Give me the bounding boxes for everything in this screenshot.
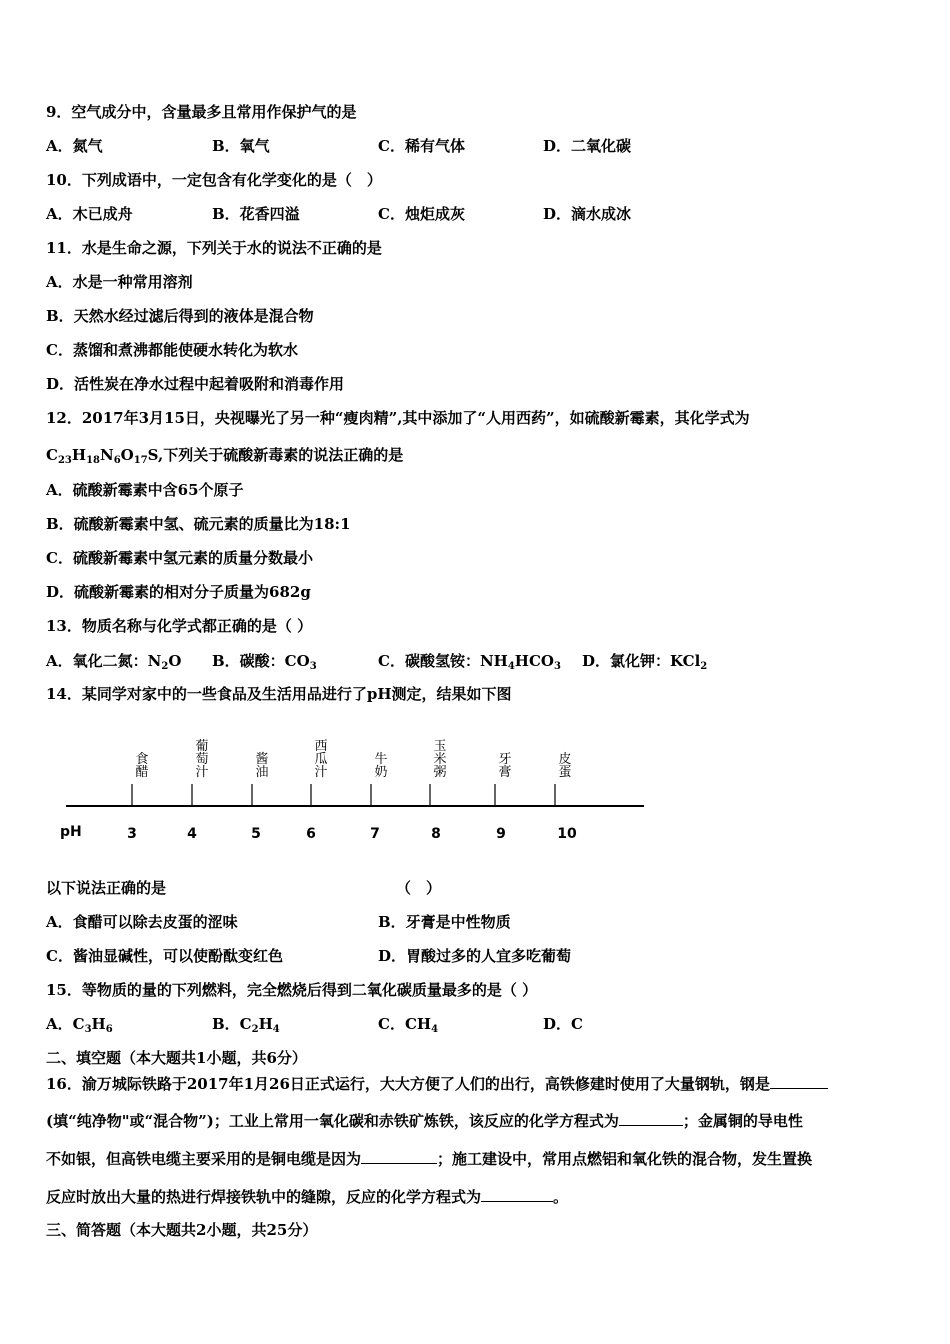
- q9-option-d: D．二氧化碳: [543, 137, 632, 155]
- ph-item-label-char: 萄: [195, 752, 209, 767]
- q10-option-d: D．滴水成冰: [543, 205, 632, 223]
- ph-chart: [0, 720, 700, 850]
- q16-line4: 反应时放出大量的热进行焊接铁轨中的缝隙，反应的化学方程式为 。: [46, 1188, 569, 1206]
- q12-option-c: C．硫酸新霉素中氢元素的质量分数最小: [46, 549, 313, 567]
- q16-line3: 不如银，但高铁电缆主要采用的是铜电缆是因为 ；施工建设中，常用点燃铝和氧化铁的混合物，发生置换: [46, 1150, 813, 1168]
- q14-option-d: D．胃酸过多的人宜多吃葡萄: [378, 947, 572, 965]
- ph-item-label-char: 牛: [374, 752, 388, 767]
- formula-n-sub: 6: [113, 455, 121, 466]
- ph-item-label-char: 食: [135, 752, 149, 767]
- answer-blank-1[interactable]: [770, 1074, 828, 1089]
- q10-option-a: A．木已成舟: [46, 205, 133, 223]
- q12-stem-line2: [46, 445, 403, 465]
- ph-item-label-char: 米: [433, 752, 447, 767]
- q10-option-c: C．烛炬成灰: [378, 205, 465, 223]
- formula-n: N: [99, 446, 114, 464]
- ph-tick-label: 8: [431, 826, 441, 842]
- ph-item-label-char: 蛋: [558, 765, 572, 780]
- q9-option-b: B．氧气: [212, 137, 270, 155]
- q15-option-a: A．$C_3H_6$: [46, 1015, 113, 1035]
- q9-option-c: C．稀有气体: [378, 137, 465, 155]
- formula-s: S: [147, 446, 158, 464]
- q12-option-d: D．硫酸新霉素的相对分子质量为682g: [46, 583, 311, 601]
- q10-option-b: B．花香四溢: [212, 205, 300, 223]
- ph-tick-label: 4: [187, 826, 197, 842]
- q12-stem-rest: ,下列关于硫酸新毒素的说法正确的是: [157, 446, 404, 464]
- answer-blank-2[interactable]: [619, 1111, 683, 1126]
- q13-option-b: B．碳酸：$CO_3$: [212, 652, 317, 672]
- formula-h-sub: 18: [86, 455, 100, 466]
- q9-stem: 9．空气成分中，含量最多且常用作保护气的是: [46, 103, 357, 121]
- q15-option-c: C．$CH_4$: [378, 1015, 439, 1035]
- answer-blank-3[interactable]: [361, 1149, 437, 1164]
- q16-line1: 16．渝万城际铁路于2017年1月26日正式运行，大大方便了人们的出行，高铁修建时使用了大量钢轨，钢是: [46, 1074, 828, 1094]
- q14-option-c: C．酱油显碱性，可以使酚酞变红色: [46, 947, 283, 965]
- q12-option-a: A．硫酸新霉素中含65个原子: [46, 481, 244, 499]
- ph-item-label-char: 葡: [195, 739, 209, 754]
- ph-item-label-char: 醋: [135, 765, 149, 780]
- q15-option-d: D．C: [543, 1015, 583, 1033]
- ph-item-label-char: 奶: [374, 765, 388, 780]
- formula-o: O: [120, 446, 134, 464]
- ph-item-label-char: 玉: [433, 739, 447, 754]
- ph-tick-label: 10: [557, 826, 577, 842]
- q13-option-a: A．氧化二氮：$N_2O$: [46, 652, 182, 672]
- q9-option-a: A．氮气: [46, 137, 103, 155]
- answer-blank-4[interactable]: [481, 1187, 553, 1202]
- q14-stem: 14．某同学对家中的一些食品及生活用品进行了pH测定，结果如下图: [46, 685, 512, 703]
- q13-option-d: D．氯化钾：KCl$_2$: [582, 652, 708, 672]
- ph-axis-label: pH: [60, 824, 82, 840]
- ph-item-label-char: 西: [314, 739, 328, 754]
- q15-option-b: B．$C_2H_4$: [212, 1015, 280, 1035]
- ph-tick-label: 7: [370, 826, 380, 842]
- q14-option-a: A．食醋可以除去皮蛋的涩味: [46, 913, 238, 931]
- ph-item-label-char: 酱: [255, 752, 269, 767]
- q11-option-d: D．活性炭在净水过程中起着吸附和消毒作用: [46, 375, 345, 393]
- ph-tick-label: 6: [306, 826, 316, 842]
- q14-prompt: 以下说法正确的是: [46, 879, 167, 897]
- ph-item-label-char: 油: [255, 765, 269, 780]
- q12-option-b: B．硫酸新霉素中氢、硫元素的质量比为18:1: [46, 515, 351, 533]
- q13-stem: 13．物质名称与化学式都正确的是（ ）: [46, 617, 313, 635]
- ph-item-label-char: 膏: [498, 765, 512, 780]
- ph-item-label-char: 牙: [498, 752, 512, 767]
- ph-tick-label: 9: [496, 826, 506, 842]
- ph-item-label-char: 皮: [558, 752, 572, 767]
- section-3-heading: 三、简答题（本大题共2小题，共25分）: [46, 1221, 318, 1239]
- formula-c-sub: 23: [57, 455, 72, 466]
- ph-item-label-char: 汁: [314, 765, 328, 780]
- ph-tick-label: 5: [251, 826, 261, 842]
- q14-paren: （ ）: [396, 879, 442, 897]
- q15-stem: 15．等物质的量的下列燃料，完全燃烧后得到二氧化碳质量最多的是（ ）: [46, 981, 538, 999]
- formula-c: C: [46, 446, 58, 464]
- q12-stem-line1: 12．2017年3月15日，央视曝光了另一种“瘦肉精”,其中添加了“人用西药”，如硫酸新霉素，其化学式为: [46, 409, 750, 427]
- formula-h: H: [71, 446, 87, 464]
- formula-o-sub: 17: [133, 455, 148, 466]
- ph-item-label-char: 汁: [195, 765, 209, 780]
- q10-stem: 10．下列成语中，一定包含有化学变化的是（ ）: [46, 171, 382, 189]
- q16-line2: (填“纯净物"或“混合物”)；工业上常用一氧化碳和赤铁矿炼铁，该反应的化学方程式为 ；金属铜的导电性: [46, 1112, 803, 1130]
- ph-tick-label: 3: [127, 826, 137, 842]
- ph-item-label-char: 瓜: [314, 752, 328, 767]
- q11-option-c: C．蒸馏和煮沸都能使硬水转化为软水: [46, 341, 298, 359]
- ph-marks: [127, 739, 577, 842]
- ph-item-label-char: 粥: [433, 765, 447, 780]
- q11-option-a: A．水是一种常用溶剂: [46, 273, 193, 291]
- section-2-heading: 二、填空题（本大题共1小题，共6分）: [46, 1049, 307, 1067]
- q11-option-b: B．天然水经过滤后得到的液体是混合物: [46, 307, 314, 325]
- q11-stem: 11．水是生命之源，下列关于水的说法不正确的是: [46, 239, 382, 257]
- q14-option-b: B．牙膏是中性物质: [378, 913, 511, 931]
- q13-option-c: C．碳酸氢铵：$NH_4HCO_3$: [378, 652, 561, 672]
